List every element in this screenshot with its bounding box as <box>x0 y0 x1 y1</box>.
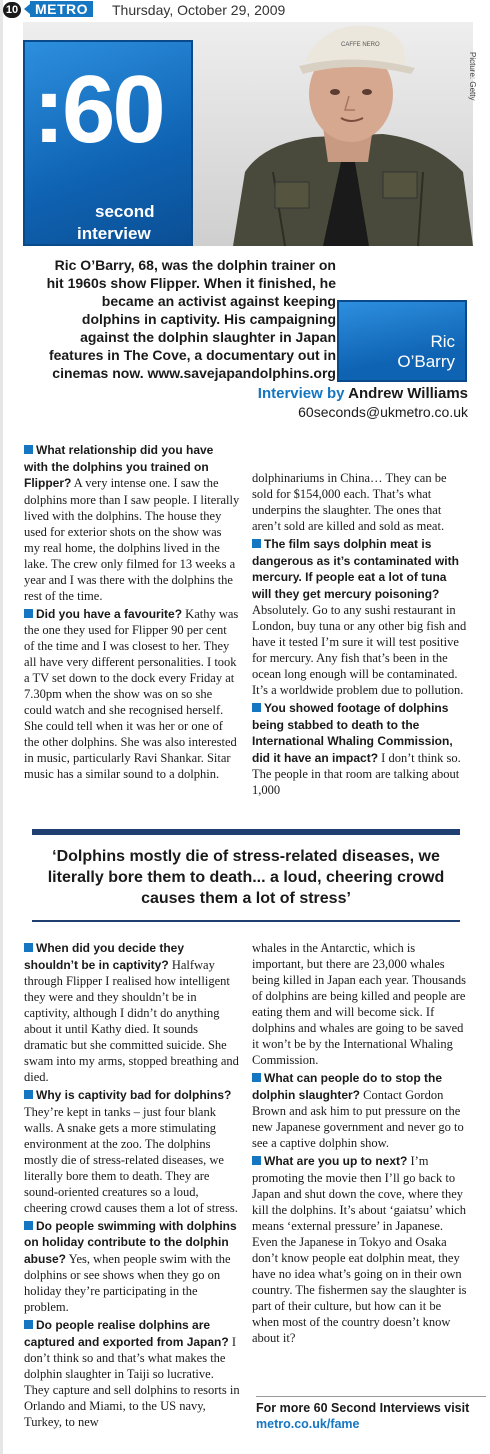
photo-credit: Picture: Getty <box>468 52 477 101</box>
question: Do people realise dolphins are captured and exported from Japan? <box>24 1318 229 1349</box>
author-name: Andrew Williams <box>348 385 468 402</box>
question: What relationship did you have with the dolphins you trained on Flipper? <box>24 443 214 490</box>
answer: I don’t think so. The people in that room are talking about 1,000 <box>252 750 461 797</box>
blue-square-bullet-icon <box>24 1320 33 1329</box>
blue-square-bullet-icon <box>252 1156 261 1165</box>
qa-paragraph <box>24 1087 240 1216</box>
answer: dolphinariums in China… They can be sold for $154,000 each. That’s what underpins the slaughter. The ones that aren’t sold are killed and sold as meat. <box>252 471 447 533</box>
svg-text:CAFFE NERO: CAFFE NERO <box>341 42 380 48</box>
column-bottom-right <box>252 940 468 1348</box>
qa-paragraph <box>252 470 468 534</box>
footer-text: For more 60 Second Interviews visit <box>256 1401 470 1415</box>
question: Did you have a favourite? <box>36 606 183 621</box>
pull-quote-rule-bottom <box>32 920 460 922</box>
question: When did you decide they shouldn’t be in captivity? <box>24 941 185 972</box>
question: What can people do to stop the dolphin slaughter? <box>252 1071 442 1102</box>
issue-date: Thursday, October 29, 2009 <box>112 2 286 18</box>
qa-paragraph <box>24 606 240 783</box>
blue-square-bullet-icon <box>252 539 261 548</box>
answer: They’re kept in tanks – just four blank walls. A snake gets a more stimulating environment at the zoo. The dolphins mostly die of stress-related diseases, we literally bore them to death. They are sound-oriented creatures so a loud, cheering crowd causes them a lot of stress. <box>24 1104 238 1215</box>
column-top-left <box>24 442 240 784</box>
answer: I don’t think so and that’s what makes the dolphin slaughter in Taiji so lucrative. They capture and sell dolphins to resorts in Orlando and Miami, to the US navy, Turkey, to new <box>24 1334 240 1429</box>
name-line-1: Ric <box>430 332 455 351</box>
qa-paragraph <box>252 536 468 698</box>
byline <box>258 384 468 421</box>
name-line-2: O’Barry <box>397 352 455 371</box>
blue-square-bullet-icon <box>24 1221 33 1230</box>
column-top-right <box>252 470 468 800</box>
answer: Absolutely. Go to any sushi restaurant in London, buy tuna or any other big fish and have it tested I’m sure it will test positive for mercury. Any fish that’s been in the ocean long enough will be contaminated. It’s a worldwide problem due to pollution. <box>252 603 467 697</box>
qa-paragraph <box>252 1070 468 1151</box>
qa-paragraph <box>24 1317 240 1430</box>
badge-line-interview: interview <box>77 224 151 243</box>
answer: Yes, when people swim with the dolphins or see shows when they go on holiday they’re participating in the problem. <box>24 1251 231 1314</box>
qa-paragraph <box>252 1153 468 1346</box>
page-number: 10 <box>3 2 21 18</box>
blue-square-bullet-icon <box>24 445 33 454</box>
big-sixty: :60 <box>33 56 163 163</box>
badge-line-second: second <box>95 202 155 221</box>
byline-prefix: Interview by <box>257 385 345 402</box>
answer: I’m promoting the movie then I’ll go back to Japan and shut down the cove, where they kill the dolphins. It’s about ‘gaiatsu’ which means ‘external pressure’ in Japanese. Even the Japanese in Tokyo and Osaka don’t know people eat dolphin meat, they have no idea what’s going on in their own country. The fishermen say the slaughter is part of their culture, but how can it be when most of the country doesn’t know about it? <box>252 1154 467 1345</box>
blue-square-bullet-icon <box>24 943 33 952</box>
sixty-second-badge <box>23 40 193 246</box>
intro-standfirst: Ric O’Barry, 68, was the dolphin trainer on hit 1960s show Flipper. When it finished, he became an activist against keeping dolphins in captivity. His campaigning against the dolphin slaughter in Japan features in The Cove, a documentary out in cinemas now. www.savejapandolphins.org <box>46 257 336 381</box>
question: The film says dolphin meat is dangerous as it’s contaminated with mercury. If people eat a lot of tuna will they get mercury poisoning? <box>252 537 459 601</box>
footer-promo <box>256 1396 486 1432</box>
page-edge <box>0 0 3 1454</box>
blue-square-bullet-icon <box>24 609 33 618</box>
interviewee-name <box>397 332 455 372</box>
answer: A very intense one. I saw the dolphins more than I saw people. I literally lived with the dolphins. The house they used for exterior shots on the show was my real home, the dolphins lived in the lake. The crew only filmed for 13 weeks a year and I was there with the dolphins the rest of the time. <box>24 476 240 603</box>
qa-paragraph <box>252 940 468 1068</box>
byline-author <box>258 384 468 403</box>
qa-paragraph <box>24 1218 240 1316</box>
blue-square-bullet-icon <box>24 1090 33 1099</box>
qa-paragraph <box>252 700 468 798</box>
name-box <box>337 300 467 382</box>
question: Do people swimming with dolphins on holiday contribute to the dolphin abuse? <box>24 1218 237 1266</box>
hero-banner <box>23 22 477 246</box>
question: What are you up to next? <box>264 1154 408 1168</box>
answer: Contact Gordon Brown and ask him to put pressure on the new Japanese government and never go to see a captive dolphin show. <box>252 1087 464 1150</box>
byline-email: 60seconds@ukmetro.co.uk <box>298 404 468 420</box>
qa-paragraph <box>24 940 240 1085</box>
pull-quote: ‘Dolphins mostly die of stress-related diseases, we literally bore them to death... a loud, cheering crowd causes them a lot of stress’ <box>47 848 445 907</box>
question: You showed footage of dolphins being stabbed to death to the International Whaling Commission, did it have an impact? <box>252 701 453 765</box>
question: Why is captivity bad for dolphins? <box>36 1088 232 1102</box>
answer: Halfway through Flipper I realised how intelligent they were and they shouldn’t be in captivity, although I didn’t do anything about it until Kathy died. It sounds dramatic but she committed suicide. She swam into my arms, stopped breathing and died. <box>24 957 239 1084</box>
column-bottom-left <box>24 940 240 1432</box>
pull-quote-rule-top <box>32 829 460 835</box>
footer-link[interactable]: metro.co.uk/fame <box>256 1417 360 1431</box>
blue-square-bullet-icon <box>252 1073 261 1082</box>
answer: whales in the Antarctic, which is important, but there are 23,000 whales being killed in Japan each year. Thousands of dolphins are being killed and people are eating them and will become sick. If dolphins and whales are going to be saved it won’t be by the International Whaling Commission. <box>252 941 466 1067</box>
page-header <box>0 0 490 20</box>
blue-square-bullet-icon <box>252 703 261 712</box>
answer: Kathy was the one they used for Flipper 90 per cent of the time and I was closest to her. They all have very different personalities. I took a TV set down to the dock every Friday at 7.30pm when the show was on so she could watch and she recognised herself. She could tell when it was her or one of the other dolphins. She was also interested in music, particularly Ravi Shankar. Sitar music has a similar sound to a dolphin. <box>24 606 239 781</box>
metro-logo: METRO <box>30 1 93 17</box>
qa-paragraph <box>24 442 240 604</box>
